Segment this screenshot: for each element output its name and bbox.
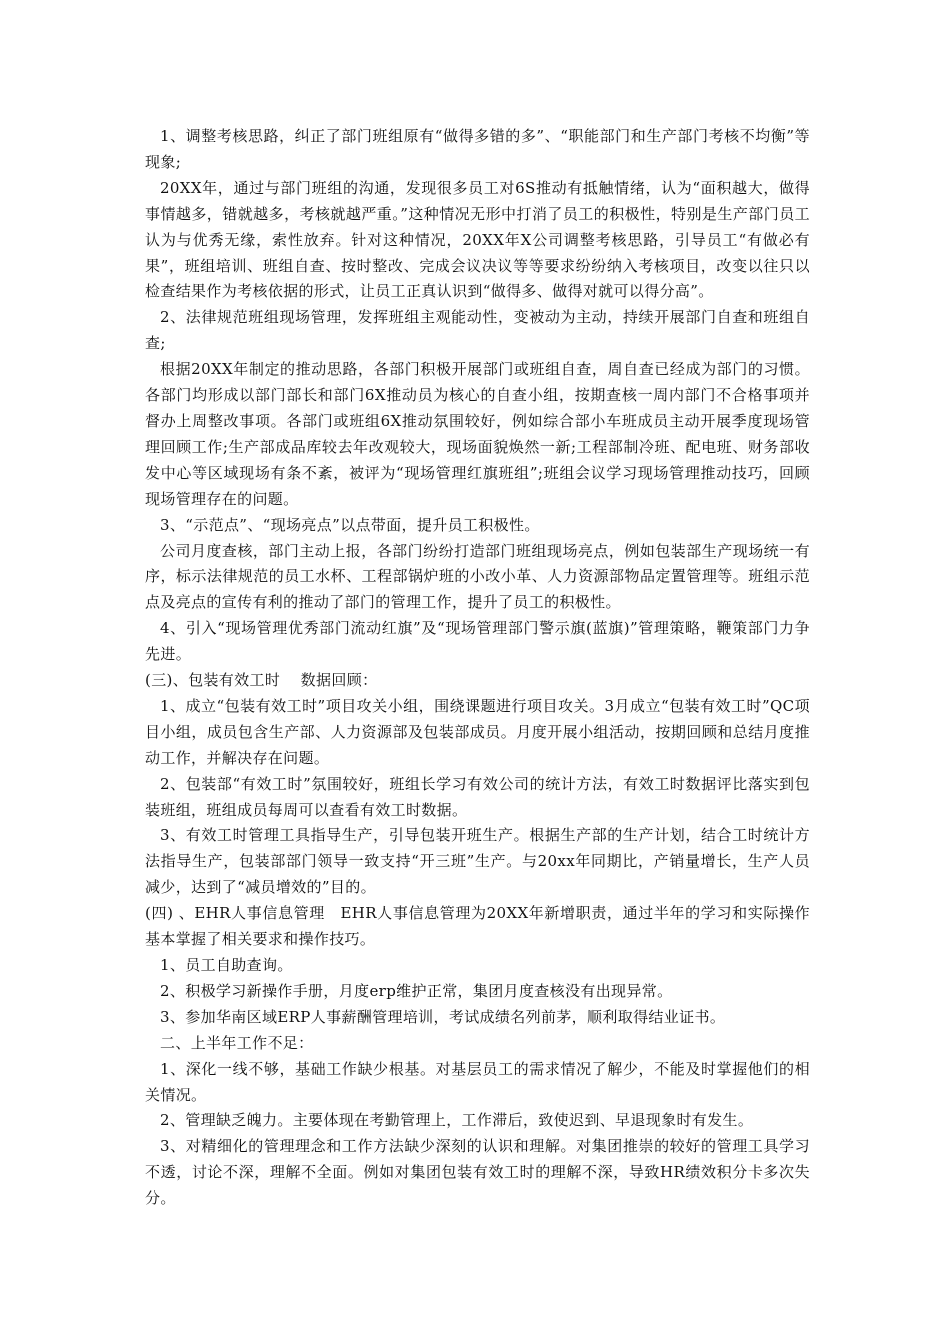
document-body xyxy=(145,124,810,1212)
paragraph: 2、法律规范班组现场管理，发挥班组主观能动性，变被动为主动，持续开展部门自查和班组自查; xyxy=(145,308,810,353)
paragraph: 2、包装部“有效工时”氛围较好，班组长学习有效公司的统计方法，有效工时数据评比落实到包装班组，班组成员每周可以查看有效工时数据。 xyxy=(145,774,810,819)
paragraph: 20XX年，通过与部门班组的沟通，发现很多员工对6S推动有抵触情绪，认为“面积越大，做得事情越多，错就越多，考核就越严重。”这种情况无形中打消了员工的积极性，特别是生产部门员工认为与优秀无缘，索性放弃。针对这种情况，20XX年X公司调整考核思路，引导员工“有做必有果”，班组培训、班组自查、按时整改、完成会议决议等等要求纷纷纳入考核项目，改变以往只以检查结果作为考核依据的形式，让员工正真认识到“做得多、做得对就可以得分高”。 xyxy=(145,178,810,301)
paragraph: 2、积极学习新操作手册，月度erp维护正常，集团月度查核没有出现异常。 xyxy=(160,981,673,1000)
section-heading: (三)、包装有效工时 数据回顾： xyxy=(145,671,378,690)
paragraph: 1、员工自助查询。 xyxy=(160,956,293,974)
paragraph: 3、参加华南区域ERP人事薪酬管理培训，考试成绩名列前茅，顺利取得结业证书。 xyxy=(160,1007,726,1026)
paragraph: 1、调整考核思路，纠正了部门班组原有“做得多错的多”、“职能部门和生产部门考核不均衡”等现象; xyxy=(145,127,810,171)
section-heading: 二、上半年工作不足： xyxy=(160,1033,314,1052)
section-heading: (四) 、EHR人事信息管理 EHR人事信息管理为20XX年新增职责，通过半年的学习和实际操作基本掌握了相关要求和操作技巧。 xyxy=(145,904,810,949)
paragraph: 根据20XX年制定的推动思路，各部门积极开展部门或班组自查，周自查已经成为部门的习惯。各部门均形成以部门部长和部门6X推动员为核心的自查小组，按期查核一周内部门不合格事项并督办上周整改事项。各部门或班组6X推动氛围较好，例如综合部小车班成员主动开展季度现场管理回顾工作;生产部成品库较去年改观较大，现场面貌焕然一新;工程部制冷班、配电班、财务部收发中心等区域现场有条不紊，被评为“现场管理红旗班组”;班组会议学习现场管理推动技巧，回顾现场管理存在的问题。 xyxy=(145,360,810,508)
paragraph: 公司月度查核，部门主动上报，各部门纷纷打造部门班组现场亮点，例如包装部生产现场统一有序，标示法律规范的员工水杯、工程部锅炉班的小改小革、人力资源部物品定置管理等。班组示范点及亮点的宣传有利的推动了部门的管理工作，提升了员工的积极性。 xyxy=(145,541,810,612)
paragraph: 2、管理缺乏魄力。主要体现在考勤管理上，工作滞后，致使迟到、早退现象时有发生。 xyxy=(160,1111,754,1130)
paragraph: 4、引入“现场管理优秀部门流动红旗”及“现场管理部门警示旗(蓝旗)”管理策略，鞭策部门力争先进。 xyxy=(145,619,810,664)
paragraph: 3、对精细化的管理理念和工作方法缺少深刻的认识和理解。对集团推崇的较好的管理工具学习不透，讨论不深，理解不全面。例如对集团包装有效工时的理解不深，导致HR绩效积分卡多次失分。 xyxy=(145,1137,810,1208)
paragraph: 3、“示范点”、“现场亮点”以点带面，提升员工积极性。 xyxy=(160,515,540,534)
paragraph: 3、有效工时管理工具指导生产，引导包装开班生产。根据生产部的生产计划，结合工时统计方法指导生产，包装部部门领导一致支持“开三班”生产。与20xx年同期比，产销量增长，生产人员减少，达到了“减员增效的”目的。 xyxy=(145,826,810,897)
paragraph: 1、成立“包装有效工时”项目攻关小组，围绕课题进行项目攻关。3月成立“包装有效工时”QC项目小组，成员包含生产部、人力资源部及包装部成员。月度开展小组活动，按期回顾和总结月度推动工作，并解决存在问题。 xyxy=(145,696,810,767)
paragraph: 1、深化一线不够，基础工作缺少根基。对基层员工的需求情况了解少，不能及时掌握他们的相关情况。 xyxy=(145,1059,810,1104)
